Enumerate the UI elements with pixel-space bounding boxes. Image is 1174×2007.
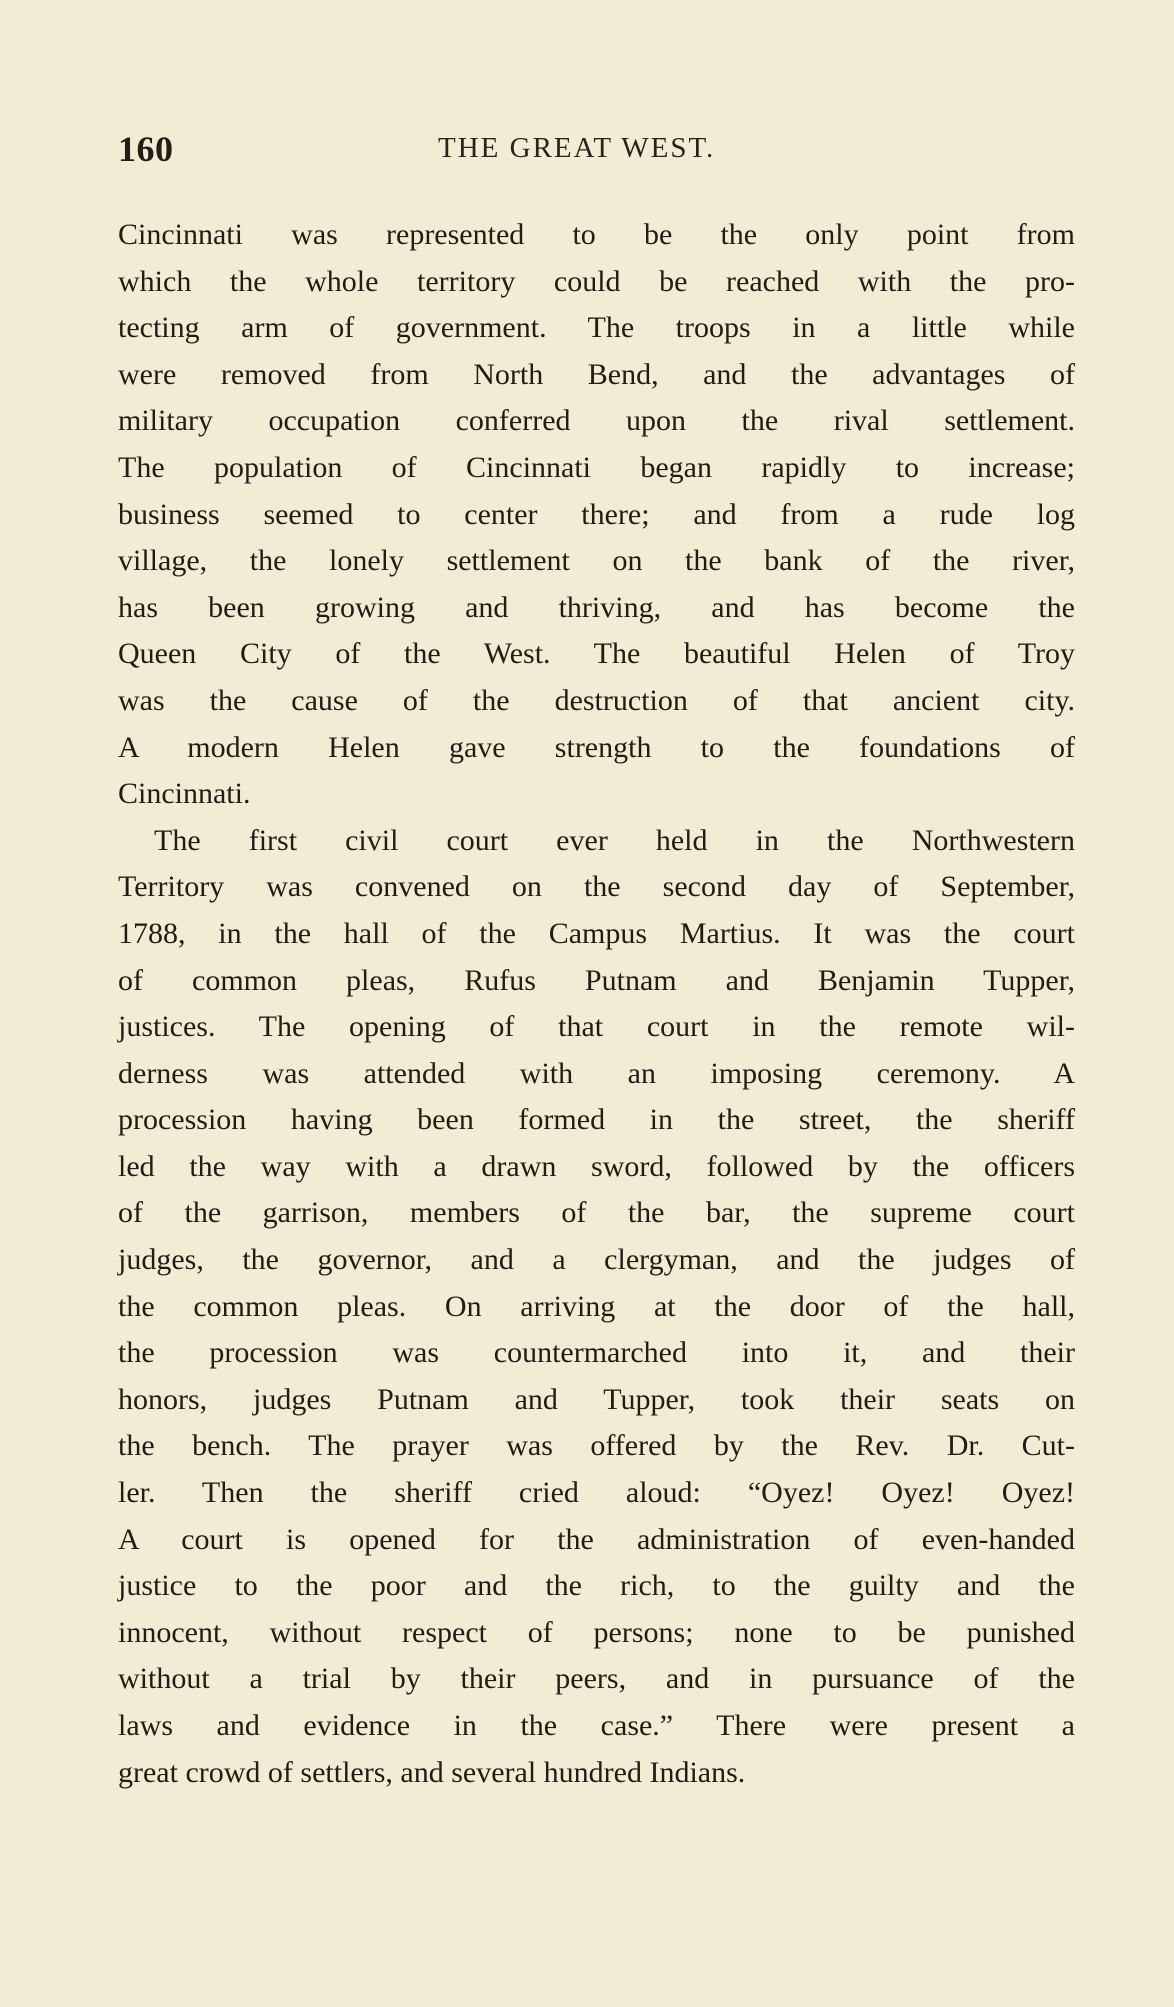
text-line: village, the lonely settlement on the bank of the river, <box>118 544 1075 578</box>
paragraph-1 <box>118 212 1075 818</box>
text-line: Cincinnati was represented to be the only point from <box>118 218 1075 251</box>
text-line: Territory was convened on the second day of September, <box>118 870 1075 904</box>
text-line: military occupation conferred upon the rival settlement. <box>118 404 1075 438</box>
text-line: was the cause of the destruction of that ancient city. <box>118 683 1075 717</box>
text-line: of the garrison, members of the bar, the supreme court <box>118 1196 1075 1230</box>
text-line: led the way with a drawn sword, followed by the officers <box>118 1149 1075 1183</box>
text-line: A court is opened for the administration of even-handed <box>118 1522 1075 1556</box>
text-line: tecting arm of government. The troops in a little while <box>118 311 1075 345</box>
text-line: the common pleas. On arriving at the door of the hall, <box>118 1289 1075 1323</box>
paragraph-2 <box>118 818 1075 1796</box>
text-line: The first civil court ever held in the Northwestern <box>154 823 1075 857</box>
text-line: honors, judges Putnam and Tupper, took their seats on <box>118 1382 1075 1416</box>
running-title: THE GREAT WEST. <box>438 132 716 164</box>
text-line: the bench. The prayer was offered by the Rev. Dr. Cut- <box>118 1429 1075 1463</box>
text-line: without a trial by their peers, and in pursuance of the <box>118 1662 1075 1696</box>
text-line: The population of Cincinnati began rapidly to increase; <box>118 450 1075 484</box>
text-line: of common pleas, Rufus Putnam and Benjamin Tupper, <box>118 963 1075 997</box>
text-line: judges, the governor, and a clergyman, and the judges of <box>118 1243 1075 1277</box>
text-line: the procession was countermarched into it, and their <box>118 1336 1075 1370</box>
page-number: 160 <box>118 129 174 169</box>
text-line: great crowd of settlers, and several hundred Indians. <box>118 1755 746 1789</box>
text-line: which the whole territory could be reached with the pro- <box>118 264 1075 298</box>
text-line: laws and evidence in the case.” There were present a <box>118 1709 1075 1742</box>
text-line: justice to the poor and the rich, to the guilty and the <box>118 1569 1075 1603</box>
page-header <box>118 128 1075 178</box>
body-text <box>118 212 1075 1796</box>
text-line: justices. The opening of that court in the remote wil- <box>118 1010 1075 1044</box>
text-line: were removed from North Bend, and the advantages of <box>118 357 1075 391</box>
text-line: business seemed to center there; and from a rude log <box>118 497 1075 531</box>
text-line: Queen City of the West. The beautiful Helen of Troy <box>118 637 1075 671</box>
text-line: Cincinnati. <box>118 777 251 811</box>
text-line: procession having been formed in the street, the sheriff <box>118 1103 1075 1137</box>
text-line: A modern Helen gave strength to the foundations of <box>118 730 1075 764</box>
text-line: has been growing and thriving, and has become the <box>118 590 1075 624</box>
text-line: 1788, in the hall of the Campus Martius. It was the court <box>118 916 1075 950</box>
text-line: innocent, without respect of persons; none to be punished <box>118 1615 1075 1649</box>
text-line: ler. Then the sheriff cried aloud: “Oyez! Oyez! Oyez! <box>118 1476 1075 1510</box>
text-line: derness was attended with an imposing ceremony. A <box>118 1056 1075 1090</box>
